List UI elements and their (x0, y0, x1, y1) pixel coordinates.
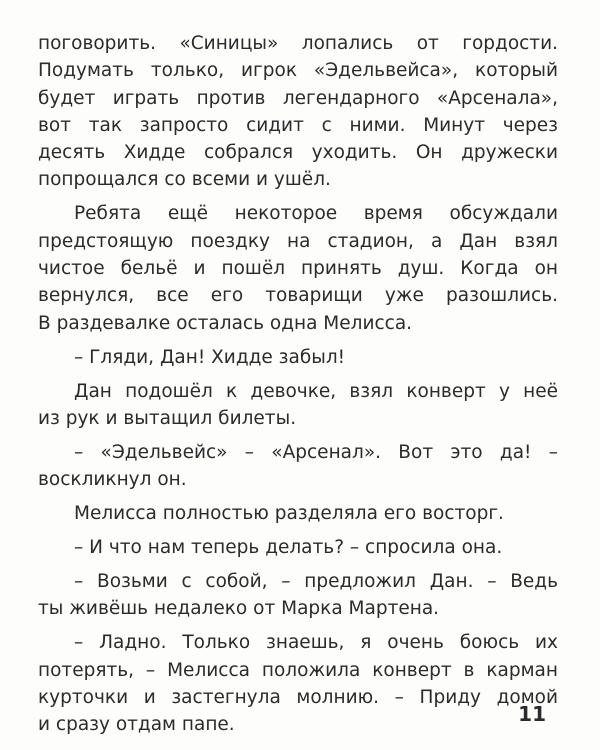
paragraph (38, 439, 558, 494)
paragraph (38, 500, 558, 527)
text-line: – Возьми с собой, – предложил Дан. – Ведь (74, 571, 558, 593)
text-line: – И что нам теперь делать? – спросила она. (74, 537, 503, 559)
paragraph (38, 344, 558, 371)
text-line: вот так запросто сидит с ними. Минут через (38, 114, 558, 136)
text-block (38, 30, 558, 739)
text-line: – «Эдельвейс» – «Арсенал». Вот это да! – (74, 441, 558, 463)
text-line: предстоящую поездку на стадион, а Дан взял (38, 230, 558, 252)
text-line: ты живёшь недалеко от Марка Мартена. (38, 598, 440, 620)
text-line: потерять, – Мелисса положила конверт в карман (38, 659, 558, 681)
text-line: чистое бельё и пошёл принять душ. Когда он (38, 258, 558, 280)
text-line: Подумать только, игрок «Эдельвейса», который (38, 60, 558, 82)
text-line: поговорить. «Синицы» лопались от гордости. (38, 33, 558, 54)
text-line: вернулся, все его товарищи уже разошлись. (38, 285, 558, 307)
text-line: Ребята ещё некоторое время обсуждали (74, 203, 558, 225)
text-line: курточки и застегнула молнию. – Приду домой (38, 687, 558, 709)
text-line: и сразу отдам папе. (38, 714, 235, 736)
page-number: 11 (518, 702, 546, 726)
paragraph (38, 30, 558, 194)
text-line: из рук и вытащил билеты. (38, 407, 297, 429)
text-line: – Ладно. Только знаешь, я очень боюсь их (74, 632, 558, 654)
paragraph (38, 378, 558, 433)
paragraph (38, 629, 558, 738)
text-line: воскликнул он. (38, 469, 187, 491)
text-line: В раздевалке осталась одна Мелисса. (38, 312, 413, 334)
text-line: Дан подошёл к девочке, взял конверт у неё (74, 380, 558, 402)
text-line: десять Хидде собрался уходить. Он дружески (38, 142, 558, 164)
text-line: будет играть против легендарного «Арсенала», (38, 87, 558, 109)
text-line: попрощался со всеми и ушёл. (38, 169, 331, 191)
text-line: Мелисса полностью разделяла его восторг. (74, 503, 504, 525)
paragraph (38, 534, 558, 561)
paragraph (38, 200, 558, 336)
paragraph (38, 568, 558, 623)
text-line: – Гляди, Дан! Хидде забыл! (74, 346, 346, 368)
